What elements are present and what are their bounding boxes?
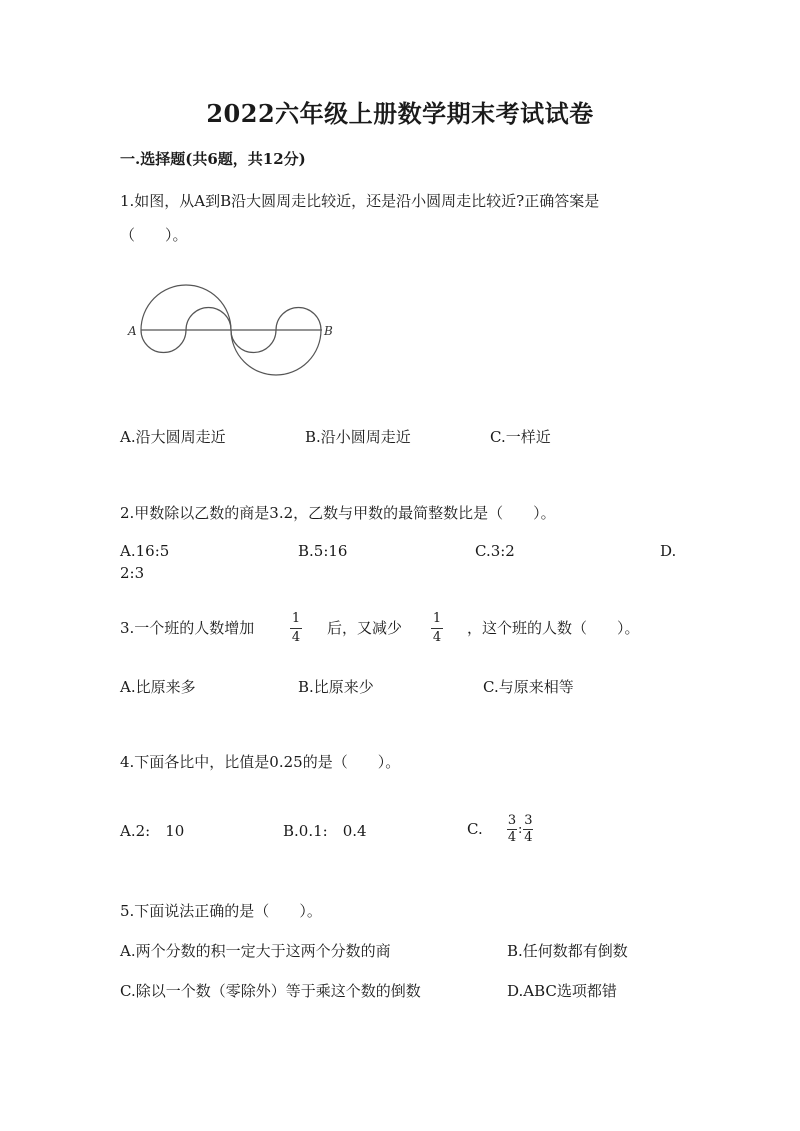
question-5-option-b[interactable]: B.任何数都有倒数 [507,942,628,960]
question-4-option-a[interactable]: A.2: 10 [120,822,185,840]
ratio-colon: : [518,822,523,837]
fraction-1-numerator: 1 [291,611,301,626]
question-1-option-c[interactable]: C.一样近 [490,428,551,446]
question-1-option-a[interactable]: A.沿大圆周走近 [120,428,226,446]
question-4-text: 4.下面各比中，比值是0.25的是（ ）。 [120,753,401,771]
ratio-fraction-left: 3 4 [507,813,517,845]
question-4-option-b[interactable]: B.0.1: 0.4 [283,822,367,840]
question-3-fraction-2 [431,612,443,645]
question-1-option-b[interactable]: B.沿小圆周走近 [305,428,411,446]
question-4-option-c[interactable]: C. [467,820,483,838]
question-3-part1: 3.一个班的人数增加 [120,619,255,637]
ratio-fraction-right: 3 4 [524,813,533,845]
question-3-option-c[interactable]: C.与原来相等 [483,678,574,696]
question-5-option-a[interactable]: A.两个分数的积一定大于这两个分数的商 [120,942,391,960]
question-2-option-c[interactable]: C.3:2 [475,542,515,560]
question-2-option-a[interactable]: A.16:5 [120,542,170,560]
question-1-text: 1.如图，从A到B沿大圆周走比较近，还是沿小圆周走比较近?正确答案是 [120,192,600,210]
question-4-option-c-ratio [507,814,533,845]
question-1-blank: （ ）。 [120,226,188,244]
figure-label-a: A [128,324,137,338]
question-5-text: 5.下面说法正确的是（ ）。 [120,902,322,920]
question-3-option-a[interactable]: A.比原来多 [120,678,196,696]
question-3-part2: 后，又减少 [327,619,403,637]
section-heading: 一.选择题(共6题，共12分) [120,150,306,168]
fraction-2-numerator: 1 [432,611,442,626]
question-2-option-d[interactable]: D. [660,542,677,560]
question-2-option-d-value: 2:3 [120,564,145,582]
question-2-text: 2.甲数除以乙数的商是3.2，乙数与甲数的最简整数比是（ ）。 [120,504,556,522]
circle-path-figure [125,280,340,390]
question-2-option-b[interactable]: B.5:16 [298,542,348,560]
question-3-option-b[interactable]: B.比原来少 [298,678,374,696]
question-5-option-d[interactable]: D.ABC选项都错 [507,982,617,1000]
question-3-part3: ，这个班的人数（ ）。 [467,619,640,637]
page-title: 2022六年级上册数学期末考试试卷 [206,99,594,128]
question-5-option-c[interactable]: C.除以一个数（零除外）等于乘这个数的倒数 [120,982,421,1000]
fraction-2-denominator: 4 [432,630,442,645]
figure-label-b: B [324,324,333,338]
question-3-fraction-1 [290,612,302,645]
fraction-1-denominator: 4 [291,630,301,645]
